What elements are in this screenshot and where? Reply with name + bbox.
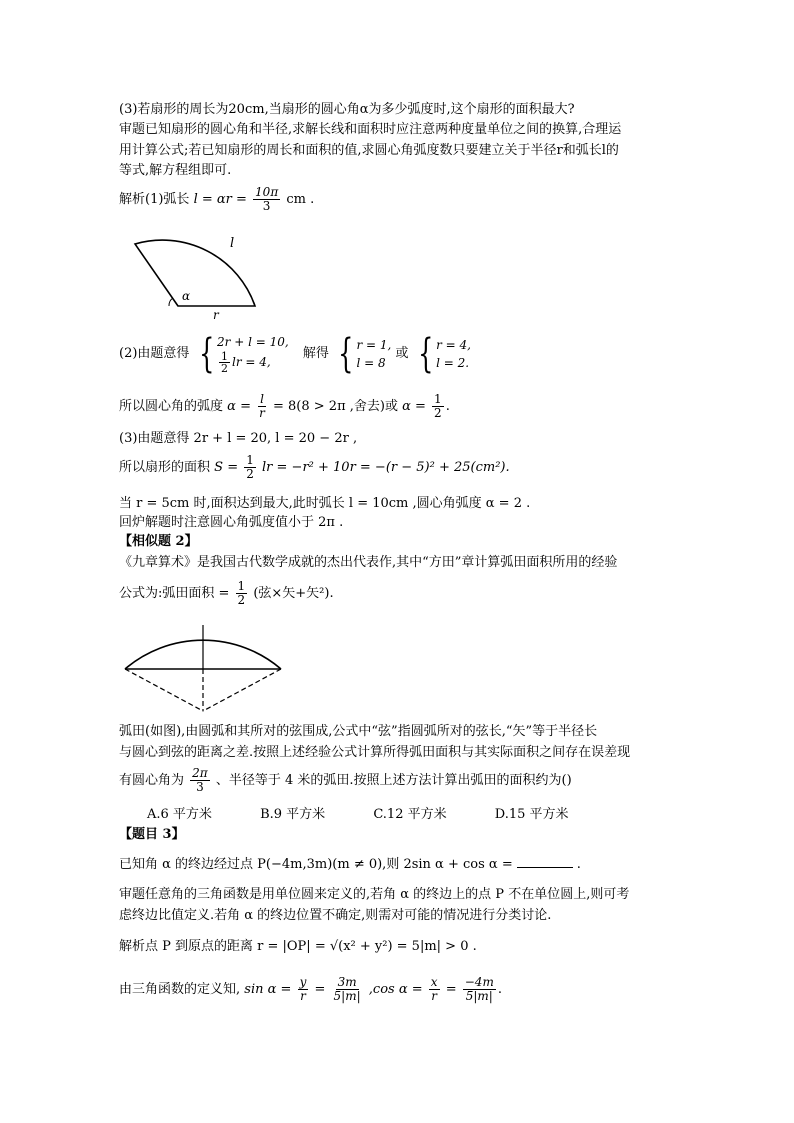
problem-3-question: (3)若扇形的周长为20cm,当扇形的圆心角α为多少弧度时,这个扇形的面积最大? — [119, 102, 575, 117]
answer-choices — [147, 805, 613, 825]
similar-l2-rest: (弦×矢+矢²). — [253, 586, 334, 601]
q3-text-suffix: . — [576, 857, 581, 872]
q3-sol2-frac-3 — [429, 976, 440, 1003]
solution-1-num: 10π — [255, 185, 279, 199]
conclusion-alpha-2: α = — [402, 399, 426, 414]
similar-l5-den: 3 — [196, 780, 204, 794]
question-3-title: 【题目 3】 — [119, 827, 185, 842]
solution-1 — [119, 186, 314, 213]
sector-figure — [118, 222, 268, 322]
conclusion-den-1: r — [259, 406, 265, 420]
solution-2-eq2-rest: lr = 4, — [232, 355, 271, 369]
fig1-label-alpha: α — [182, 289, 191, 303]
similar-l2-prefix: 公式为:弧田面积 = — [119, 586, 230, 601]
solution-2-system — [194, 330, 289, 377]
similar-line-5 — [119, 766, 572, 796]
choice-b[interactable]: B.9 平方米 — [260, 807, 326, 822]
q3-sol2-frac-1 — [298, 976, 309, 1003]
solution-1-prefix: 解析(1)弧长 — [119, 192, 190, 207]
conclusion-num-1: l — [260, 392, 264, 406]
conclusion-frac-1 — [257, 393, 267, 420]
q3-sol2-prefix: 由三角函数的定义知, — [119, 982, 241, 997]
solution-2 — [119, 330, 471, 378]
similar-l5-rest: 、半径等于 4 米的弧田.按照上述方法计算出弧田的面积约为() — [215, 773, 572, 788]
q3-sol2-end: . — [497, 982, 502, 997]
solution-3-line-1: (3)由题意得 2r + l = 20, l = 20 − 2r , — [119, 431, 358, 446]
conclusion-frac-2 — [432, 393, 444, 420]
solution-1-unit: cm . — [286, 192, 315, 207]
sol3-prefix: 所以扇形的面积 — [119, 460, 211, 475]
solution-2-eq2-frac — [219, 351, 230, 374]
solution-2-prefix: (2)由题意得 — [119, 346, 190, 361]
choice-a[interactable]: A.6 平方米 — [147, 807, 212, 822]
similar-l5-num: 2π — [192, 766, 208, 780]
similar-l2-den: 2 — [237, 593, 246, 607]
solution-2-or: 或 — [395, 346, 409, 361]
fig1-label-r: r — [213, 308, 219, 322]
conclusion-mid: = 8(8 > 2π ,舍去)或 — [273, 399, 398, 414]
solution-2-result-2 — [413, 330, 471, 377]
q3-solution-line-2 — [119, 974, 502, 1006]
q3-n1: y — [299, 975, 307, 989]
solution-2-solve: 解得 — [302, 346, 329, 361]
answer-blank[interactable] — [517, 855, 573, 868]
sol3-s: S = — [214, 460, 239, 475]
conclusion-prefix: 所以圆心角的弧度 — [119, 399, 224, 414]
q3-d4: 5|m| — [465, 989, 493, 1003]
q3-d3: r — [431, 989, 438, 1003]
q3-eq-2: = — [445, 982, 457, 997]
similar-line-2 — [119, 579, 334, 609]
question-3-text — [119, 855, 581, 875]
q3-n2: 3m — [337, 975, 357, 989]
q3-text-prefix: 已知角 α 的终边经过点 P(−4m,3m)(m ≠ 0),则 2sin α + cos α = — [119, 857, 513, 872]
q3-sol2-cos: ,cos α = — [368, 982, 423, 997]
q3-d2: 5|m| — [333, 989, 361, 1003]
conclusion-den-2: 2 — [434, 406, 442, 420]
solution-1-expr: l = αr = — [193, 192, 247, 207]
brace-icon: { — [417, 330, 433, 377]
review-note: 回炉解题时注意圆心角弧度值小于 2π . — [119, 515, 344, 530]
eq2-frac-num: 1 — [221, 350, 229, 363]
sol3-rest: lr = −r² + 10r = −(r − 5)² + 25(cm²). — [262, 460, 510, 475]
q3-sol2-frac-2 — [332, 976, 363, 1003]
solution-2-conclusion: 所以圆心角的弧度 α = $\frac{l}{r}$ = 8(8 > 2π ,舍去)或 α = $\frac{1}{2}$ . — [119, 392, 450, 420]
q3-n4: −4m — [464, 975, 494, 989]
similar-l5-frac — [190, 767, 210, 794]
analysis-line-1: 审题已知扇形的圆心角和半径,求解长线和面积时应注意两种度量单位之间的换算,合理运 — [119, 122, 622, 137]
solution-1-den: 3 — [262, 199, 271, 213]
similar-l2-num: 1 — [237, 579, 246, 593]
fig1-label-l: l — [230, 236, 235, 251]
result-1-l: l = 8 — [356, 355, 386, 370]
similar-problem-title: 【相似题 2】 — [119, 534, 198, 549]
choice-c[interactable]: C.12 平方米 — [373, 807, 447, 822]
q3-d1: r — [300, 989, 306, 1003]
solution-3-line-2 — [119, 453, 510, 483]
result-1-r: r = 1, — [356, 337, 392, 352]
conclusion-num-2: 1 — [434, 392, 442, 406]
q3-sol2-frac-4 — [463, 976, 496, 1003]
conclusion-alpha: α = — [227, 399, 251, 414]
solution-2-eq2 — [217, 351, 289, 374]
analysis-line-2: 用计算公式;若已知扇形的周长和面积的值,求圆心角弧度数只要建立关于半径r和弧长l的 — [119, 143, 619, 158]
choice-d[interactable]: D.15 平方米 — [494, 807, 569, 822]
analysis-line-3: 等式,解方程组即可. — [119, 163, 232, 178]
similar-line-3: 弧田(如图),由圆弧和其所对的弦围成,公式中“弦”指圆弧所对的弦长,“矢”等于半径长 — [119, 724, 598, 739]
solution-1-fraction — [253, 186, 280, 213]
solution-2-result-1 — [333, 330, 392, 377]
result-2-r: r = 4, — [436, 337, 471, 352]
sol3-den: 2 — [246, 467, 254, 481]
arc-field-figure — [120, 622, 286, 714]
sol3-num: 1 — [246, 453, 254, 467]
q3-eq-1: = — [314, 982, 326, 997]
result-2-l: l = 2. — [436, 355, 470, 370]
q3-n3: x — [430, 975, 438, 989]
brace-icon: { — [198, 330, 214, 377]
solution-3-line-3: 当 r = 5cm 时,面积达到最大,此时弧长 l = 10cm ,圆心角弧度 α = 2 . — [119, 496, 531, 511]
similar-line-4: 与圆心到弦的距离之差.按照上述经验公式计算所得弧田面积与其实际面积之间存在误差现 — [119, 745, 631, 760]
solution-2-eq1: 2r + l = 10, — [217, 335, 289, 349]
sol3-frac — [244, 454, 256, 481]
eq2-frac-den: 2 — [221, 362, 229, 375]
q3-solution-line-1: 解析点 P 到原点的距离 r = |OP| = √(x² + y²) = 5|m| > 0 . — [119, 939, 477, 954]
similar-l5-prefix: 有圆心角为 — [119, 773, 185, 788]
similar-line-1: 《九章算术》是我国古代数学成就的杰出代表作,其中“方田”章计算弧田面积所用的经验 — [119, 555, 618, 570]
q3-sol2-sin: sin α = — [244, 982, 292, 997]
brace-icon: { — [338, 330, 354, 377]
similar-l2-frac — [236, 580, 248, 607]
q3-analysis-line-1: 审题任意角的三角函数是用单位圆来定义的,若角 α 的终边上的点 P 不在单位圆上,则可考 — [119, 887, 630, 902]
q3-analysis-line-2: 虑终边比值定义.若角 α 的终边位置不确定,则需对可能的情况进行分类讨论. — [119, 908, 552, 923]
